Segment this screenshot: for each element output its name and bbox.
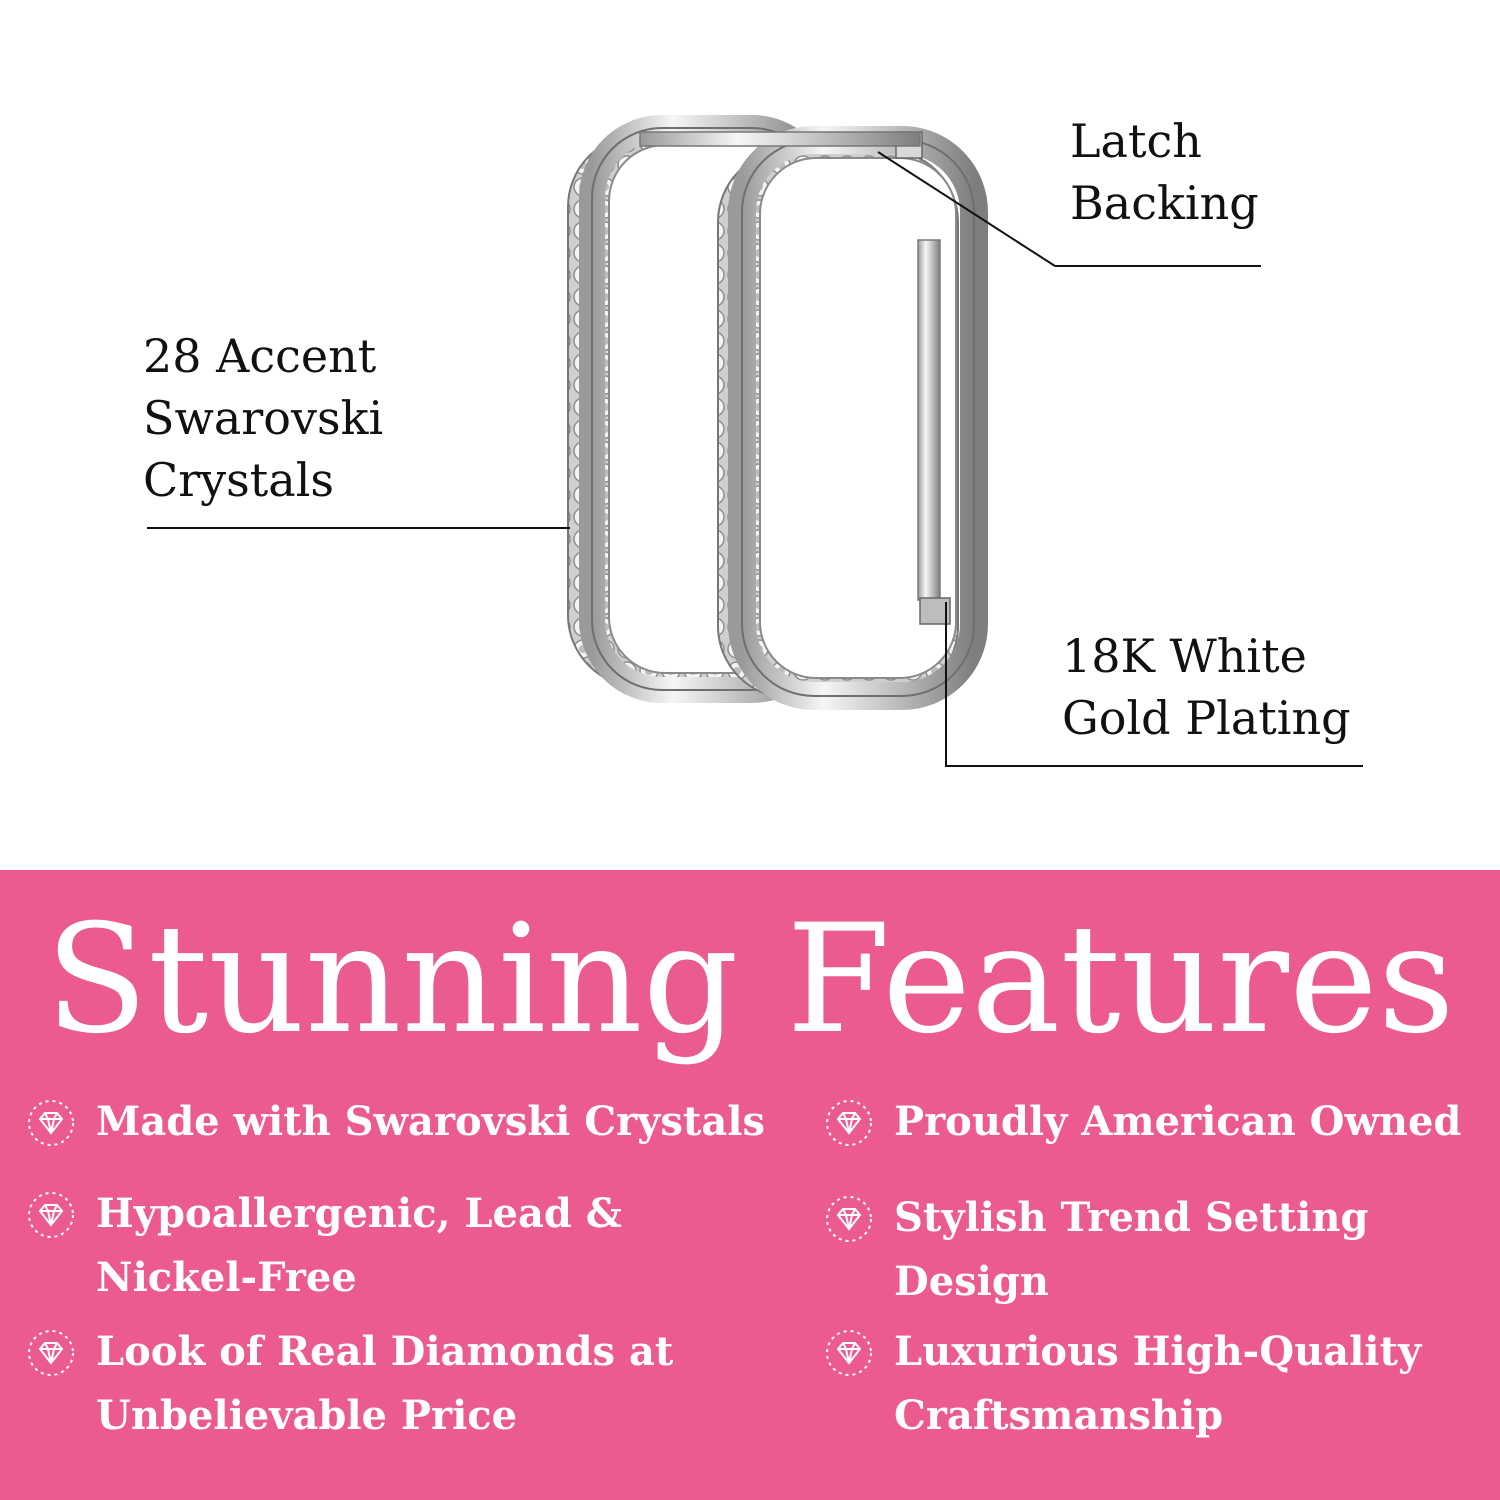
- feature-text: Proudly American Owned: [894, 1098, 1462, 1145]
- crystals-callout-line: [147, 527, 570, 529]
- feature-text: Luxurious High-Quality Craftsmanship: [894, 1328, 1422, 1439]
- feature-item: [818, 1090, 1461, 1154]
- banner-headline: Stunning Features: [45, 893, 1455, 1067]
- diamond-burst-icon: [20, 1322, 82, 1384]
- feature-item: [20, 1182, 622, 1310]
- feature-item: [818, 1186, 1368, 1314]
- plating-label: 18K White Gold Plating: [1062, 629, 1351, 745]
- feature-item: [20, 1320, 673, 1448]
- feature-text: Made with Swarovski Crystals: [96, 1098, 766, 1145]
- diamond-burst-icon: [818, 1188, 880, 1250]
- diamond-burst-icon: [20, 1092, 82, 1154]
- latch-backing-label: Latch Backing: [1070, 114, 1259, 230]
- feature-text: Look of Real Diamonds at Unbelievable Price: [96, 1328, 674, 1439]
- front-earring: [718, 132, 974, 698]
- feature-item: [818, 1320, 1421, 1448]
- feature-text: Hypoallergenic, Lead & Nickel-Free: [96, 1190, 622, 1301]
- plating-callout-vertical: [945, 602, 947, 767]
- latch-callout-line: [1055, 265, 1261, 267]
- feature-item: [20, 1090, 765, 1154]
- plating-callout-line: [945, 765, 1363, 767]
- diamond-burst-icon: [818, 1092, 880, 1154]
- diamond-burst-icon: [818, 1322, 880, 1384]
- crystals-label: 28 Accent Swarovski Crystals: [143, 329, 384, 507]
- feature-text: Stylish Trend Setting Design: [894, 1194, 1369, 1305]
- diamond-burst-icon: [20, 1184, 82, 1246]
